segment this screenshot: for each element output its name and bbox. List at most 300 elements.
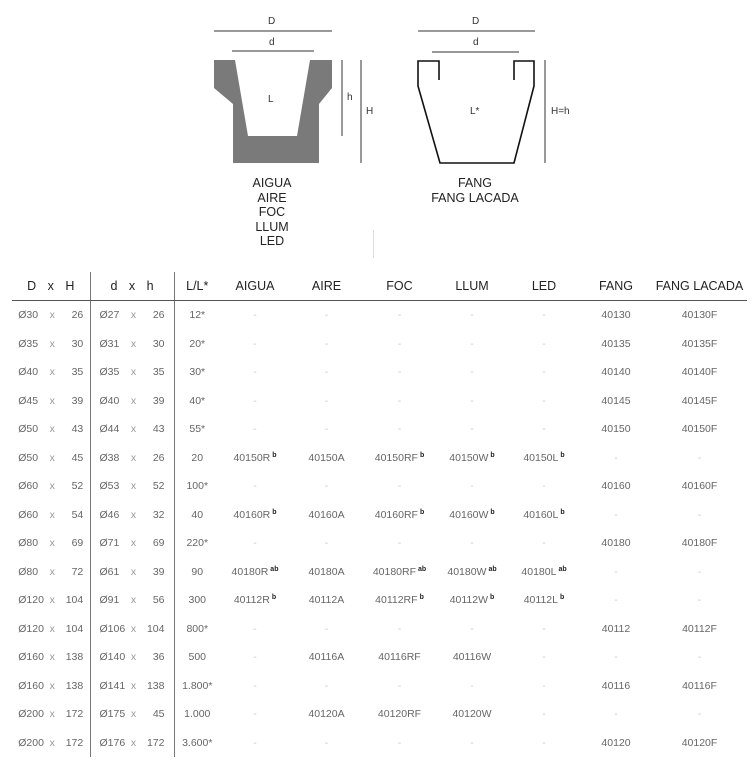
dim-value: Ø40 — [99, 394, 120, 407]
dim-value: 172 — [65, 736, 84, 749]
cell-inner-dimensions — [90, 387, 174, 416]
reference-code: 40130F — [681, 309, 718, 322]
cell-reference — [580, 586, 652, 615]
empty-dash: - — [253, 537, 257, 550]
cell-reference — [220, 729, 290, 758]
reference-code: 40120 — [601, 736, 631, 749]
footnote-mark: ab — [488, 565, 497, 573]
cell-reference — [652, 529, 747, 558]
cell-volume: 220* — [174, 529, 220, 558]
dim-separator: x — [130, 423, 137, 436]
cell-reference — [363, 358, 436, 387]
empty-dash: - — [253, 736, 257, 749]
dim-value: 43 — [71, 423, 84, 436]
cell-reference — [652, 330, 747, 359]
empty-dash: - — [397, 679, 402, 692]
cell-reference — [652, 472, 747, 501]
dim-value: Ø160 — [18, 679, 44, 692]
cell-outer-dimensions — [12, 529, 90, 558]
cell-volume: 55* — [174, 415, 220, 444]
model-name: AIGUA — [252, 176, 292, 190]
cell-reference — [652, 729, 747, 758]
cell-inner-dimensions — [90, 529, 174, 558]
cell-reference — [436, 330, 508, 359]
dim-separator: x — [130, 309, 137, 322]
reference-code: 40180A — [308, 565, 345, 578]
dim-value: Ø91 — [99, 594, 120, 607]
dim-separator: x — [49, 736, 55, 749]
model-name: FANG — [457, 176, 493, 190]
empty-dash: - — [470, 480, 474, 493]
cell-reference — [220, 415, 290, 444]
table-row — [12, 415, 747, 444]
cell-reference — [652, 415, 747, 444]
cell-outer-dimensions — [12, 472, 90, 501]
header-volume: L/L* — [174, 272, 220, 301]
footnote-mark: b — [272, 451, 277, 459]
reference-code: 40135F — [681, 337, 718, 350]
model-name: LLUM — [255, 219, 289, 234]
cell-reference — [363, 472, 436, 501]
dim-separator: x — [49, 480, 55, 493]
table-row — [12, 301, 747, 330]
dim-value: Ø44 — [99, 423, 120, 436]
header-h: h — [146, 279, 154, 293]
empty-dash: - — [253, 366, 257, 379]
reference-code: 40112RF — [375, 594, 418, 607]
cell-reference — [436, 729, 508, 758]
cell-reference — [508, 415, 580, 444]
diagram-area — [0, 0, 755, 262]
cell-reference — [363, 700, 436, 729]
dim-value: 32 — [152, 508, 165, 521]
reference-code: 40116RF — [378, 651, 421, 664]
reference-code: 40160RF — [374, 508, 418, 521]
cell-reference — [652, 672, 747, 701]
table-row — [12, 387, 747, 416]
table-row — [12, 615, 747, 644]
cell-reference — [220, 472, 290, 501]
cell-reference — [290, 415, 363, 444]
empty-dash: - — [470, 736, 474, 749]
table-row — [12, 700, 747, 729]
empty-dash: - — [542, 708, 546, 721]
footnote-mark: b — [272, 508, 277, 516]
dim-value: 39 — [152, 394, 165, 407]
reference-code: 40112W — [449, 594, 489, 607]
cell-reference — [220, 330, 290, 359]
dim-value: 52 — [71, 480, 84, 493]
cell-inner-dimensions — [90, 472, 174, 501]
table-row — [12, 586, 747, 615]
cell-reference — [508, 330, 580, 359]
cell-reference — [508, 501, 580, 530]
dim-separator: x — [130, 337, 137, 350]
empty-dash: - — [397, 394, 402, 407]
empty-dash: - — [253, 708, 257, 721]
empty-dash: - — [470, 337, 474, 350]
table-row — [12, 529, 747, 558]
empty-dash: - — [697, 508, 702, 521]
reference-code: 40180W — [447, 565, 487, 578]
cell-reference — [652, 558, 747, 587]
empty-dash: - — [324, 537, 329, 550]
cell-reference — [436, 415, 508, 444]
reference-code: 40150 — [601, 423, 631, 436]
cell-reference — [508, 444, 580, 473]
empty-dash: - — [470, 394, 474, 407]
cell-reference — [508, 387, 580, 416]
cell-reference — [580, 415, 652, 444]
pot-diagrams — [0, 0, 755, 262]
empty-dash: - — [542, 423, 546, 436]
footnote-mark: b — [560, 451, 565, 459]
empty-dash: - — [697, 451, 702, 464]
cell-inner-dimensions — [90, 586, 174, 615]
cell-reference — [508, 301, 580, 330]
footnote-mark: b — [419, 594, 424, 602]
cell-outer-dimensions — [12, 558, 90, 587]
cell-inner-dimensions — [90, 415, 174, 444]
cell-outer-dimensions — [12, 700, 90, 729]
empty-dash: - — [253, 309, 257, 322]
header-x: x — [128, 279, 136, 293]
cell-reference — [290, 358, 363, 387]
empty-dash: - — [470, 366, 474, 379]
reference-code: 40112A — [308, 594, 345, 607]
cell-reference — [508, 472, 580, 501]
dim-separator: x — [49, 423, 55, 436]
dim-separator: x — [130, 508, 137, 521]
empty-dash: - — [324, 366, 329, 379]
cell-outer-dimensions — [12, 387, 90, 416]
cell-volume: 100* — [174, 472, 220, 501]
cell-reference — [436, 558, 508, 587]
dim-value: 30 — [152, 337, 165, 350]
reference-code: 40112F — [682, 622, 717, 635]
dim-value: 138 — [65, 679, 84, 692]
empty-dash: - — [697, 708, 702, 721]
dim-value: Ø176 — [99, 736, 126, 749]
cell-outer-dimensions — [12, 586, 90, 615]
dim-value: Ø61 — [99, 565, 120, 578]
table-row — [12, 444, 747, 473]
reference-code: 40180F — [681, 537, 718, 550]
dim-separator: x — [49, 508, 55, 521]
cell-reference — [290, 529, 363, 558]
empty-dash: - — [397, 366, 402, 379]
cell-reference — [363, 330, 436, 359]
cell-reference — [220, 529, 290, 558]
dim-value: 26 — [152, 451, 165, 464]
cell-reference — [580, 472, 652, 501]
empty-dash: - — [397, 309, 402, 322]
cell-inner-dimensions — [90, 615, 174, 644]
footnote-mark: b — [271, 594, 277, 602]
cell-reference — [290, 643, 363, 672]
dim-separator: x — [130, 622, 137, 635]
reference-code: 40180RF — [372, 565, 417, 578]
reference-code: 40180 — [601, 537, 631, 550]
cell-reference — [580, 387, 652, 416]
dim-value: 138 — [146, 679, 165, 692]
cell-volume: 800* — [174, 615, 220, 644]
cell-reference — [363, 615, 436, 644]
dim-separator: x — [49, 565, 55, 578]
dim-value: Ø80 — [18, 565, 39, 578]
empty-dash: - — [397, 537, 402, 550]
empty-dash: - — [614, 651, 618, 664]
reference-code: 40145 — [601, 394, 631, 407]
reference-code: 40150A — [308, 451, 345, 464]
table-row — [12, 558, 747, 587]
reference-code: 40120RF — [377, 708, 422, 721]
cell-reference — [508, 615, 580, 644]
header-d: d — [110, 279, 118, 293]
dim-value: 43 — [152, 423, 165, 436]
empty-dash: - — [324, 622, 329, 635]
cell-volume: 20* — [174, 330, 220, 359]
header-x: x — [47, 279, 54, 293]
footnote-mark: b — [419, 508, 425, 516]
solid-pot-diagram — [214, 31, 361, 163]
header-fang-lacada: FANG LACADA — [652, 272, 747, 301]
cell-reference — [652, 301, 747, 330]
cell-outer-dimensions — [12, 444, 90, 473]
empty-dash: - — [324, 309, 329, 322]
dim-separator: x — [130, 736, 137, 749]
dim-separator: x — [130, 451, 137, 464]
dim-value: Ø175 — [99, 708, 126, 721]
cell-reference — [363, 301, 436, 330]
dim-separator: x — [130, 565, 137, 578]
cell-reference — [220, 615, 290, 644]
dim-value: Ø38 — [99, 451, 120, 464]
empty-dash: - — [253, 394, 257, 407]
dim-value: Ø106 — [99, 622, 126, 635]
dim-separator: x — [49, 451, 55, 464]
reference-code: 40160W — [449, 508, 489, 521]
cell-reference — [290, 586, 363, 615]
dim-value: Ø120 — [18, 622, 44, 635]
empty-dash: - — [324, 480, 329, 493]
cell-outer-dimensions — [12, 729, 90, 758]
dim-value: 39 — [71, 394, 84, 407]
cell-reference — [508, 729, 580, 758]
reference-code: 40180R — [231, 565, 269, 578]
cell-reference — [220, 444, 290, 473]
reference-code: 40150W — [449, 451, 489, 464]
cell-reference — [220, 643, 290, 672]
cell-reference — [436, 301, 508, 330]
header-D: D — [27, 279, 37, 293]
header-D-x-H — [12, 272, 90, 301]
reference-code: 40112R — [233, 594, 270, 607]
cell-reference — [580, 700, 652, 729]
dim-separator: x — [49, 622, 55, 635]
label-D: D — [268, 16, 276, 27]
dim-value: 36 — [152, 651, 165, 664]
cell-reference — [290, 387, 363, 416]
cell-reference — [652, 387, 747, 416]
dim-value: Ø200 — [18, 736, 44, 749]
cell-outer-dimensions — [12, 501, 90, 530]
dim-value: 52 — [152, 480, 165, 493]
cell-reference — [290, 729, 363, 758]
footnote-mark: b — [490, 594, 495, 602]
empty-dash: - — [542, 537, 546, 550]
dim-value: Ø141 — [99, 679, 126, 692]
header-led: LED — [508, 272, 580, 301]
cell-reference — [652, 586, 747, 615]
dim-value: Ø50 — [18, 451, 39, 464]
table-row — [12, 501, 747, 530]
cell-volume: 3.600* — [174, 729, 220, 758]
reference-code: 40116W — [452, 651, 492, 664]
cell-inner-dimensions — [90, 672, 174, 701]
reference-code: 40120W — [452, 708, 492, 721]
label-H: H — [366, 106, 374, 117]
dim-separator: x — [49, 337, 55, 350]
reference-code: 40120A — [308, 708, 345, 721]
empty-dash: - — [697, 594, 702, 607]
cell-inner-dimensions — [90, 643, 174, 672]
cell-volume: 20 — [174, 444, 220, 473]
table-row — [12, 358, 747, 387]
empty-dash: - — [470, 309, 474, 322]
cell-reference — [363, 558, 436, 587]
empty-dash: - — [542, 679, 546, 692]
label-d: d — [269, 37, 275, 48]
empty-dash: - — [397, 337, 402, 350]
footnote-mark: b — [419, 451, 425, 459]
cell-volume: 40* — [174, 387, 220, 416]
dim-separator: x — [130, 366, 137, 379]
cell-reference — [436, 472, 508, 501]
empty-dash: - — [697, 651, 702, 664]
cell-reference — [580, 529, 652, 558]
cell-reference — [652, 643, 747, 672]
cell-reference — [652, 358, 747, 387]
cell-reference — [363, 387, 436, 416]
reference-code: 40180L — [521, 565, 557, 578]
cell-reference — [580, 672, 652, 701]
cell-reference — [436, 643, 508, 672]
empty-dash: - — [470, 679, 474, 692]
reference-code: 40160A — [308, 508, 345, 521]
cell-volume: 40 — [174, 501, 220, 530]
dim-separator: x — [130, 651, 137, 664]
cell-reference — [220, 358, 290, 387]
dim-value: Ø40 — [18, 366, 39, 379]
cell-reference — [363, 444, 436, 473]
table-header-row — [12, 272, 747, 301]
empty-dash: - — [324, 337, 329, 350]
cell-outer-dimensions — [12, 330, 90, 359]
reference-code: 40160 — [601, 480, 631, 493]
empty-dash: - — [542, 366, 546, 379]
reference-code: 40145F — [681, 394, 718, 407]
cell-reference — [508, 643, 580, 672]
outline-pot-models — [420, 176, 530, 205]
empty-dash: - — [253, 622, 257, 635]
divider — [373, 230, 374, 258]
cell-reference — [508, 358, 580, 387]
dim-value: Ø160 — [18, 651, 44, 664]
cell-reference — [436, 529, 508, 558]
model-name: FANG LACADA — [431, 190, 519, 205]
cell-outer-dimensions — [12, 358, 90, 387]
dim-value: 104 — [146, 622, 165, 635]
empty-dash: - — [470, 622, 474, 635]
empty-dash: - — [253, 337, 257, 350]
cell-volume: 1.000 — [174, 700, 220, 729]
dim-value: 54 — [71, 508, 84, 521]
empty-dash: - — [397, 480, 402, 493]
cell-reference — [363, 729, 436, 758]
cell-reference — [290, 501, 363, 530]
reference-code: 40116 — [601, 679, 631, 692]
dim-value: 45 — [152, 708, 165, 721]
footnote-mark: b — [559, 594, 565, 602]
cell-reference — [290, 672, 363, 701]
empty-dash: - — [542, 736, 546, 749]
cell-reference — [580, 615, 652, 644]
reference-code: 40140 — [601, 366, 631, 379]
footnote-mark: b — [560, 508, 565, 516]
empty-dash: - — [614, 451, 618, 464]
empty-dash: - — [614, 708, 618, 721]
reference-code: 40116F — [682, 679, 717, 692]
dim-value: Ø60 — [18, 480, 39, 493]
dim-value: 104 — [65, 622, 84, 635]
cell-volume: 12* — [174, 301, 220, 330]
dim-value: Ø120 — [18, 594, 44, 607]
empty-dash: - — [324, 394, 329, 407]
reference-code: 40140F — [681, 366, 718, 379]
cell-reference — [436, 501, 508, 530]
cell-reference — [290, 330, 363, 359]
cell-reference — [508, 558, 580, 587]
header-aire: AIRE — [290, 272, 363, 301]
dim-separator: x — [49, 394, 55, 407]
reference-code: 40150R — [233, 451, 271, 464]
cell-reference — [290, 444, 363, 473]
dim-value: 35 — [152, 366, 165, 379]
solid-pot-models — [226, 176, 318, 249]
cell-reference — [580, 358, 652, 387]
cell-volume: 300 — [174, 586, 220, 615]
cell-reference — [220, 387, 290, 416]
cell-inner-dimensions — [90, 558, 174, 587]
cell-reference — [652, 615, 747, 644]
table-row — [12, 643, 747, 672]
dim-value: 26 — [71, 309, 84, 322]
reference-code: 40135 — [601, 337, 631, 350]
cell-reference — [580, 501, 652, 530]
empty-dash: - — [253, 651, 257, 664]
dimensions-table — [12, 272, 747, 757]
cell-reference — [363, 586, 436, 615]
dim-separator: x — [49, 309, 55, 322]
dim-value: Ø53 — [99, 480, 120, 493]
cell-reference — [290, 301, 363, 330]
table-body — [12, 301, 747, 758]
dim-value: Ø50 — [18, 423, 39, 436]
cell-inner-dimensions — [90, 358, 174, 387]
cell-outer-dimensions — [12, 672, 90, 701]
cell-volume: 90 — [174, 558, 220, 587]
